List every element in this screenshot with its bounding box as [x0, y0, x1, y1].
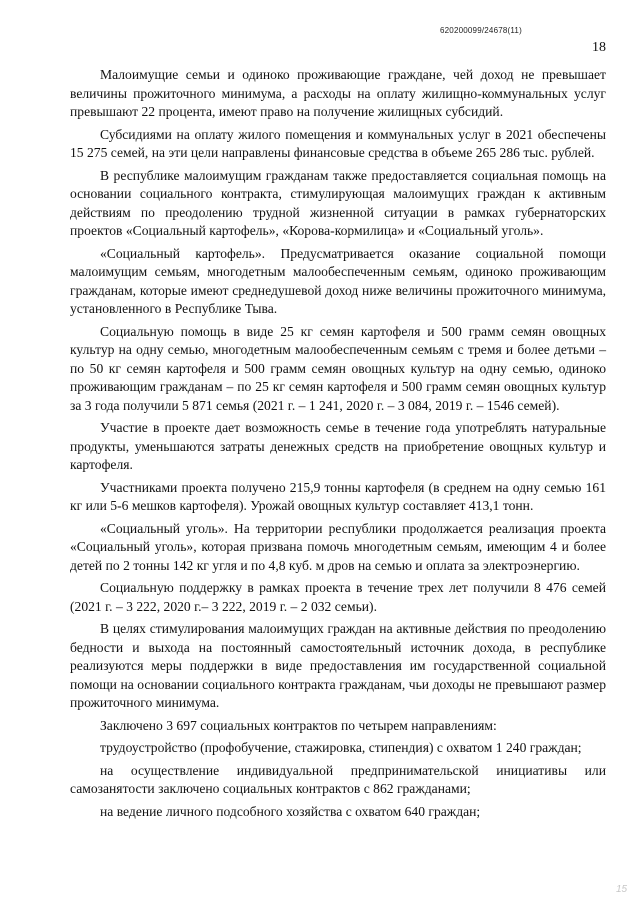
paragraph-housing-subsidies-eligibility: Малоимущие семьи и одиноко проживающие граждане, чей доход не превышает величины прожиточного минимума, а расходы на оплату жилищно-коммунальных услуг превышают 22 процента, имеют право на получение жилищных субсидий.	[70, 67, 606, 119]
paragraph-social-potato-harvest: Участниками проекта получено 215,9 тонны картофеля (в среднем на одну семью 161 кг или 5-6 мешков картофеля). Урожай овощных культур составляет 413,1 тонн.	[70, 479, 606, 513]
corner-mark: 15	[616, 884, 628, 895]
list-item-personal-farming: на ведение личного подсобного хозяйства с охватом 640 граждан;	[100, 803, 481, 819]
paragraph-contracts-concluded: Заключено 3 697 социальных контрактов по четырем направлениям:	[100, 717, 497, 733]
paragraph-social-coal-results: Социальную поддержку в рамках проекта в течение трех лет получили 8 476 семей (2021 г. – 3 222, 2020 г.– 3 222, 2019 г. – 2 032 семьи).	[70, 580, 606, 614]
paragraph-social-potato-seeds: Социальную помощь в виде 25 кг семян картофеля и 500 грамм семян овощных культур на одну семью, многодетным малообеспеченным семьям с тремя и более детьми – по 50 кг семян картофеля и 500 грамм семян овощных культур на одну семью, одиноко проживающим гражданам – по 25 кг семян картофеля и 500 грамм семян овощных культур за 3 года получили 5 871 семья (2021 г. – 1 241, 2020 г. – 3 084, 2019 г. – 1546 семей).	[70, 323, 606, 413]
page-number: 18	[592, 40, 606, 55]
paragraph-social-contract-stimulus: В целях стимулирования малоимущих граждан на активные действия по преодолению бедности и выхода на постоянный самостоятельный источник дохода, в республике реализуются меры поддержки в виде предоставления им государственной социальной помощи на основании социального контракта гражданам, чьи доходы не превышают размер прожиточного минимума.	[70, 621, 606, 710]
list-item-entrepreneurship: на осуществление индивидуальной предпринимательской инициативы или самозанятости заключено социальных контрактов с 862 гражданами;	[70, 762, 606, 796]
paragraph-social-contract-projects: В республике малоимущим гражданам также предоставляется социальная помощь на основании социального контракта, стимулирующая малоимущих граждан к активным действиям по преодолению трудной жизненной ситуации в рамках губернаторских проектов «Социальный картофель», «Корова-кормилица» и «Социальный уголь».	[70, 167, 606, 238]
list-item-employment: трудоустройство (профобучение, стажировка, стипендия) с охватом 1 240 граждан;	[100, 740, 582, 755]
paragraph-housing-subsidies-2021: Субсидиями на оплату жилого помещения и коммунальных услуг в 2021 обеспечены 15 275 семей, на эти цели направлены финансовые средства в объеме 265 286 тыс. рублей.	[70, 126, 606, 160]
paragraph-social-potato-benefits: Участие в проекте дает возможность семье в течение года употреблять натуральные продукты, уменьшаются затраты денежных средств на приобретение овощных культур и картофеля.	[70, 420, 606, 472]
paragraph-social-coal-intro: «Социальный уголь». На территории республики продолжается реализация проекта «Социальный уголь», которая призвана помочь многодетным семьям, имеющим 4 и более детей по 2 тонны 142 кг угля и по 4,8 куб. м дров на семью и оплата за электроэнергию.	[70, 520, 606, 573]
document-registration-code: 620200099/24678(11)	[440, 26, 522, 35]
document-body	[70, 66, 606, 825]
paragraph-social-potato-intro: «Социальный картофель». Предусматривается оказание социальной помощи малоимущим семьям, многодетным малообеспеченным семьям, одиноко проживающим гражданам, которые имеют среднедушевой доход ниже величины прожиточного минимума, установленного в Республике Тыва.	[70, 245, 606, 316]
